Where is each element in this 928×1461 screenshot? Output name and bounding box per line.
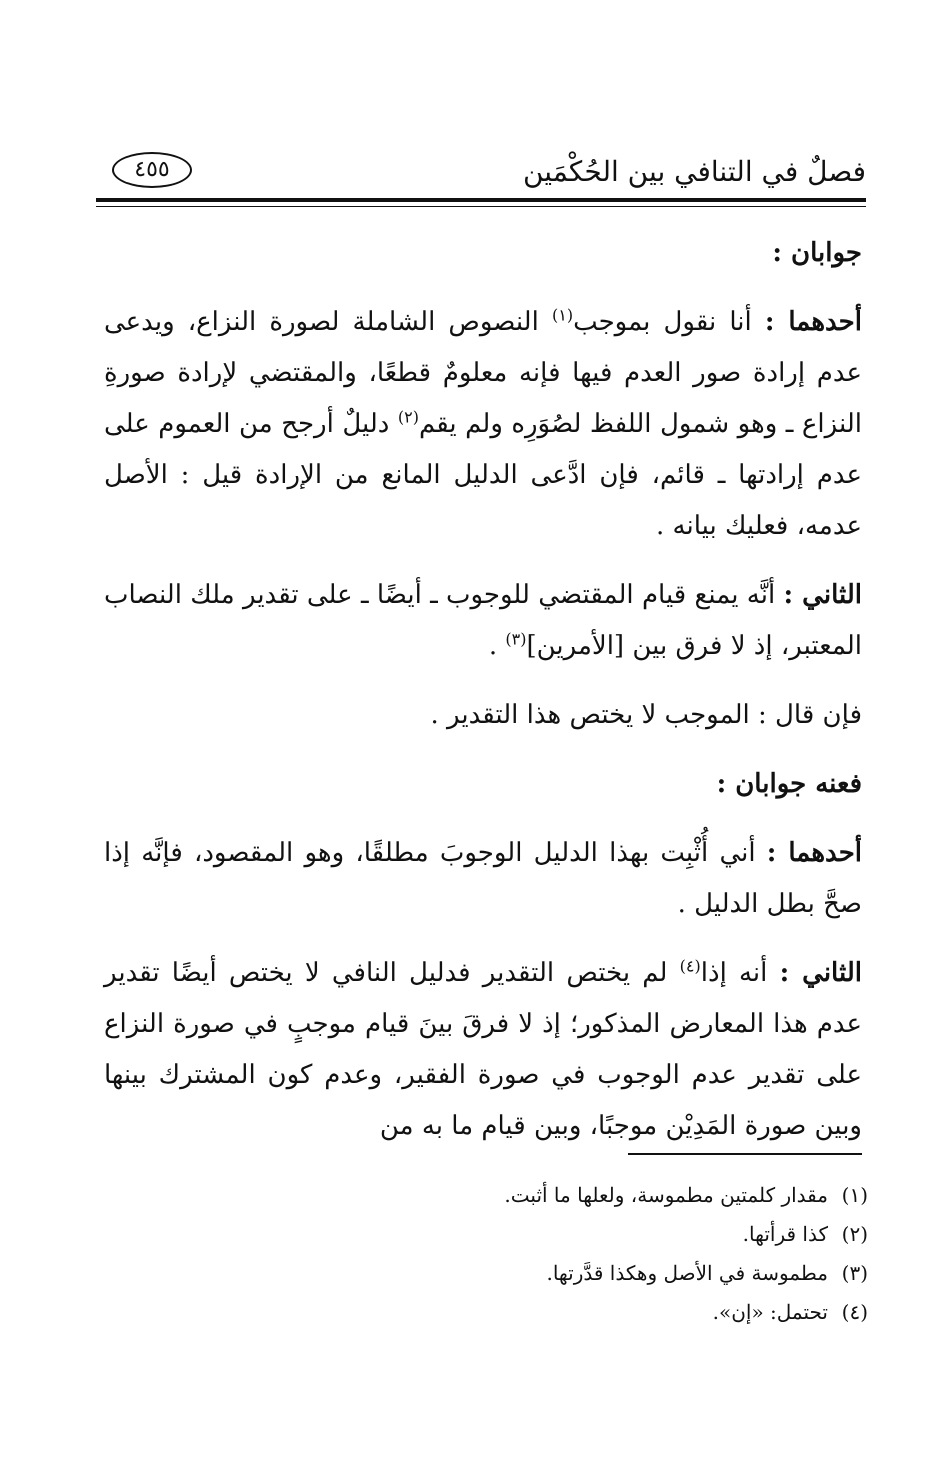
footnote-ref-1[interactable]: (١) (551, 305, 574, 325)
footnote-number: (١) (841, 1183, 868, 1207)
footnote-separator (628, 1153, 862, 1155)
footnote-number: (٤) (841, 1300, 868, 1324)
paragraph-reply-second (104, 948, 862, 1152)
page-number: ٤٥٥ (112, 152, 192, 188)
paragraph-reply-first (104, 828, 862, 930)
footnote-text: مطموسة في الأصل وهكذا قدَّرتها. (546, 1261, 828, 1285)
paragraph-text: أنَّه يمنع قيام المقتضي للوجوب ـ أيضًا ـ على تقدير ملك النصاب المعتبر، إذ لا فرق بين [الأمرين] (104, 580, 862, 661)
footnote-item (268, 1293, 868, 1332)
footnotes (268, 1176, 868, 1332)
paragraph-text: . (488, 631, 506, 661)
main-text (104, 228, 862, 1170)
paragraph-text: لم يختص التقدير فدليل النافي لا يختص أيضًا تقدير عدم هذا المعارض المذكور؛ إذ لا فرقَ بينَ قيام موجبٍ في صورة النزاع على تقدير عدم الوجوب في صورة الفقير، وعدم كون المشترك بينها وبين صورة المَدِيْن موجبًا، وبين قيام ما به من (104, 958, 862, 1141)
footnote-ref-4[interactable]: (٤) (679, 956, 701, 976)
footnote-number: (٢) (841, 1222, 868, 1246)
header-rule-thick (96, 198, 866, 202)
paragraph-label: الثاني : (779, 958, 862, 988)
paragraph-label: أحدهما : (766, 838, 862, 868)
subheading-two-answers: فعنه جوابان : (716, 769, 862, 799)
paragraph-first-answer (104, 297, 862, 552)
footnote-number: (٣) (841, 1261, 868, 1285)
footnote-ref-3[interactable]: (٣) (505, 629, 527, 649)
header-rule-thin (96, 206, 866, 207)
footnote-item (268, 1215, 868, 1254)
paragraph-text: أنه إذا (700, 958, 780, 988)
footnote-item (268, 1254, 868, 1293)
footnote-text: كذا قرأتها. (742, 1222, 828, 1246)
footnote-ref-2[interactable]: (٢) (397, 407, 419, 427)
paragraph-text: دليلٌ أرجح من العموم على عدم إرادتها ـ قائم، فإن ادَّعى الدليل المانع من الإرادة قيل : الأصل عدمه، فعليك بيانه . (104, 409, 862, 541)
footnote-item (268, 1176, 868, 1215)
paragraph-label: الثاني : (783, 580, 862, 610)
footnote-text: تحتمل: «إن». (712, 1300, 828, 1324)
paragraph-objection: فإن قال : الموجب لا يختص هذا التقدير . (430, 700, 862, 730)
paragraph-text: أنا نقول بموجب (573, 307, 765, 337)
footnote-text: مقدار كلمتين مطموسة، ولعلها ما أثبت. (504, 1183, 828, 1207)
paragraph-text: النصوص الشاملة لصورة النزاع، ويدعى عدم إرادة صور العدم فيها فإنه معلومٌ قطعًا، والمقتضي لإرادة صورةِ النزاع ـ وهو شمول اللفظ لصُوَرِه ولم يقم (104, 307, 862, 439)
paragraph-second-answer (104, 570, 862, 672)
paragraph-text: أني أُثْبِت بهذا الدليل الوجوبَ مطلقًا، وهو المقصود، فإنَّه إذا صحَّ بطل الدليل . (104, 838, 862, 919)
page-header (96, 140, 866, 200)
running-title: فصلٌ في التنافي بين الحُكْمَين (522, 155, 866, 188)
section-heading: جوابان : (772, 238, 862, 268)
paragraph-label: أحدهما : (764, 307, 862, 337)
